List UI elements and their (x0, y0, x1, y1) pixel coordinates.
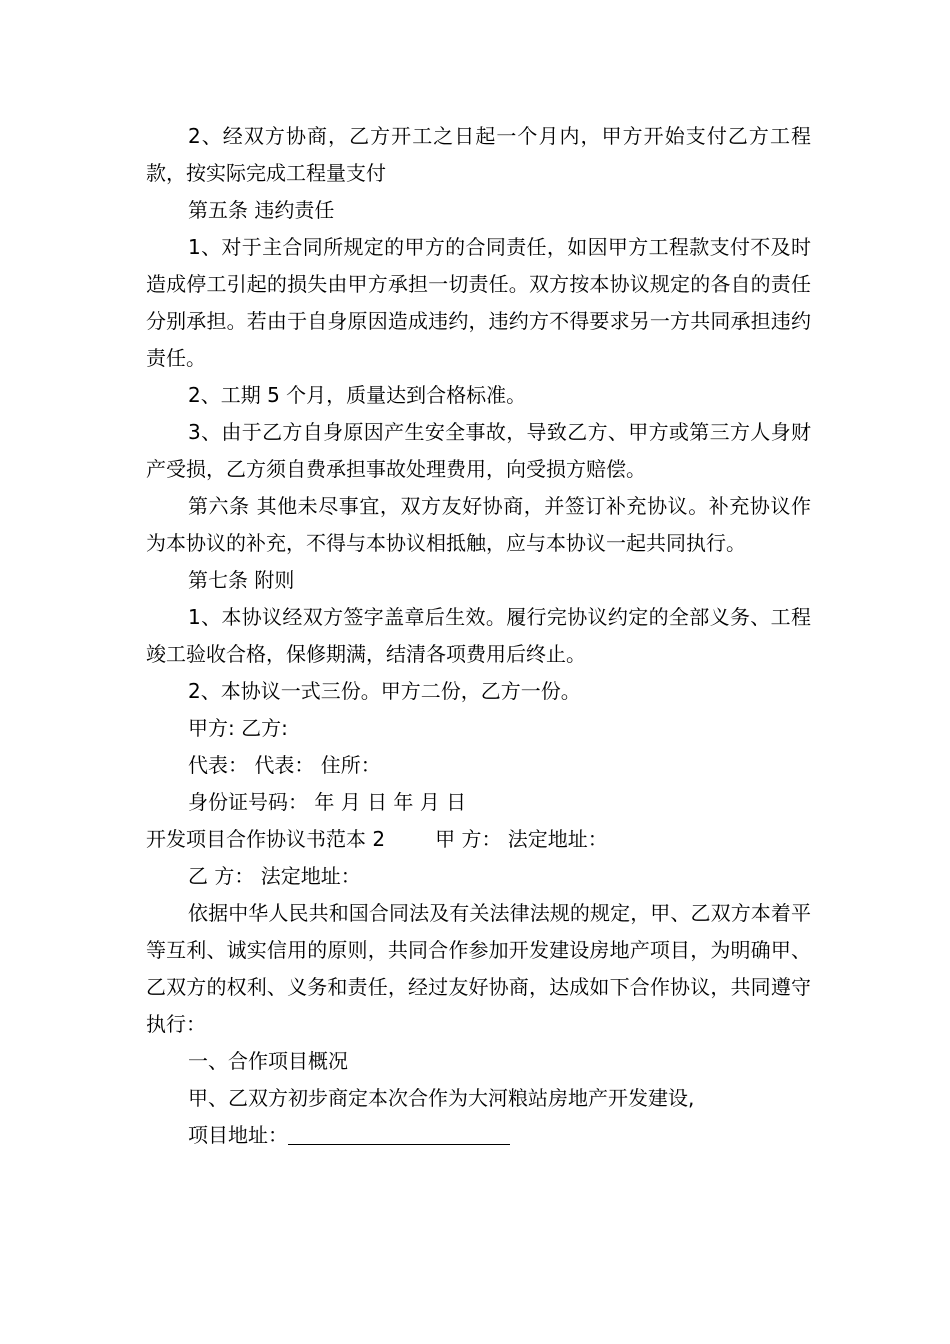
paragraph-preamble: 依据中华人民共和国合同法及有关法律法规的规定，甲、乙双方本着平等互利、诚实信用的原则，共同合作参加开发建设房地产项目，为明确甲、乙双方的权利、义务和责任，经过友好协商，达成如下合作协议，共同遵守执行： (146, 901, 811, 1036)
paragraph-breach-3: 3、由于乙方自身原因产生安全事故，导致乙方、甲方或第三方人身财产受损，乙方须自费承担事故处理费用，向受损方赔偿。 (146, 420, 811, 481)
party-a-address: 甲 方： 法定地址： (435, 827, 608, 851)
document-title: 开发项目合作协议书范本 2 (146, 827, 386, 851)
project-address-line (146, 1117, 811, 1154)
project-address-blank (288, 1120, 510, 1145)
paragraph-project-scope: 甲、乙双方初步商定本次合作为大河粮站房地产开发建设, (188, 1086, 695, 1110)
document-title-line (146, 821, 811, 858)
heading-article-5: 第五条 违约责任 (188, 198, 335, 222)
heading-project-overview: 一、合作项目概况 (188, 1049, 348, 1073)
signature-representatives: 代表： 代表： 住所： (188, 753, 381, 777)
paragraph-appendix-1: 1、本协议经双方签字盖章后生效。履行完协议约定的全部义务、工程竣工验收合格，保修期满，结清各项费用后终止。 (146, 605, 811, 666)
signature-id-date: 身份证号码： 年 月 日 年 月 日 (188, 790, 467, 814)
project-address-label: 项目地址： (188, 1123, 288, 1147)
party-b-address: 乙 方： 法定地址： (188, 864, 361, 888)
paragraph-breach-1: 1、对于主合同所规定的甲方的合同责任，如因甲方工程款支付不及时造成停工引起的损失由甲方承担一切责任。双方按本协议规定的各自的责任分别承担。若由于自身原因造成违约，违约方不得要求另一方共同承担违约责任。 (146, 235, 811, 370)
paragraph-article-6: 第六条 其他未尽事宜，双方友好协商，并签订补充协议。补充协议作为本协议的补充，不得与本协议相抵触，应与本协议一起共同执行。 (146, 494, 811, 555)
document-body (146, 118, 811, 1154)
signature-parties: 甲方: 乙方: (188, 716, 288, 740)
paragraph-breach-2: 2、工期 5 个月，质量达到合格标准。 (188, 383, 527, 407)
paragraph-payment-terms: 2、经双方协商，乙方开工之日起一个月内，甲方开始支付乙方工程款，按实际完成工程量支付 (146, 124, 811, 185)
heading-article-7: 第七条 附则 (188, 568, 295, 592)
paragraph-appendix-2: 2、本协议一式三份。甲方二份，乙方一份。 (188, 679, 581, 703)
